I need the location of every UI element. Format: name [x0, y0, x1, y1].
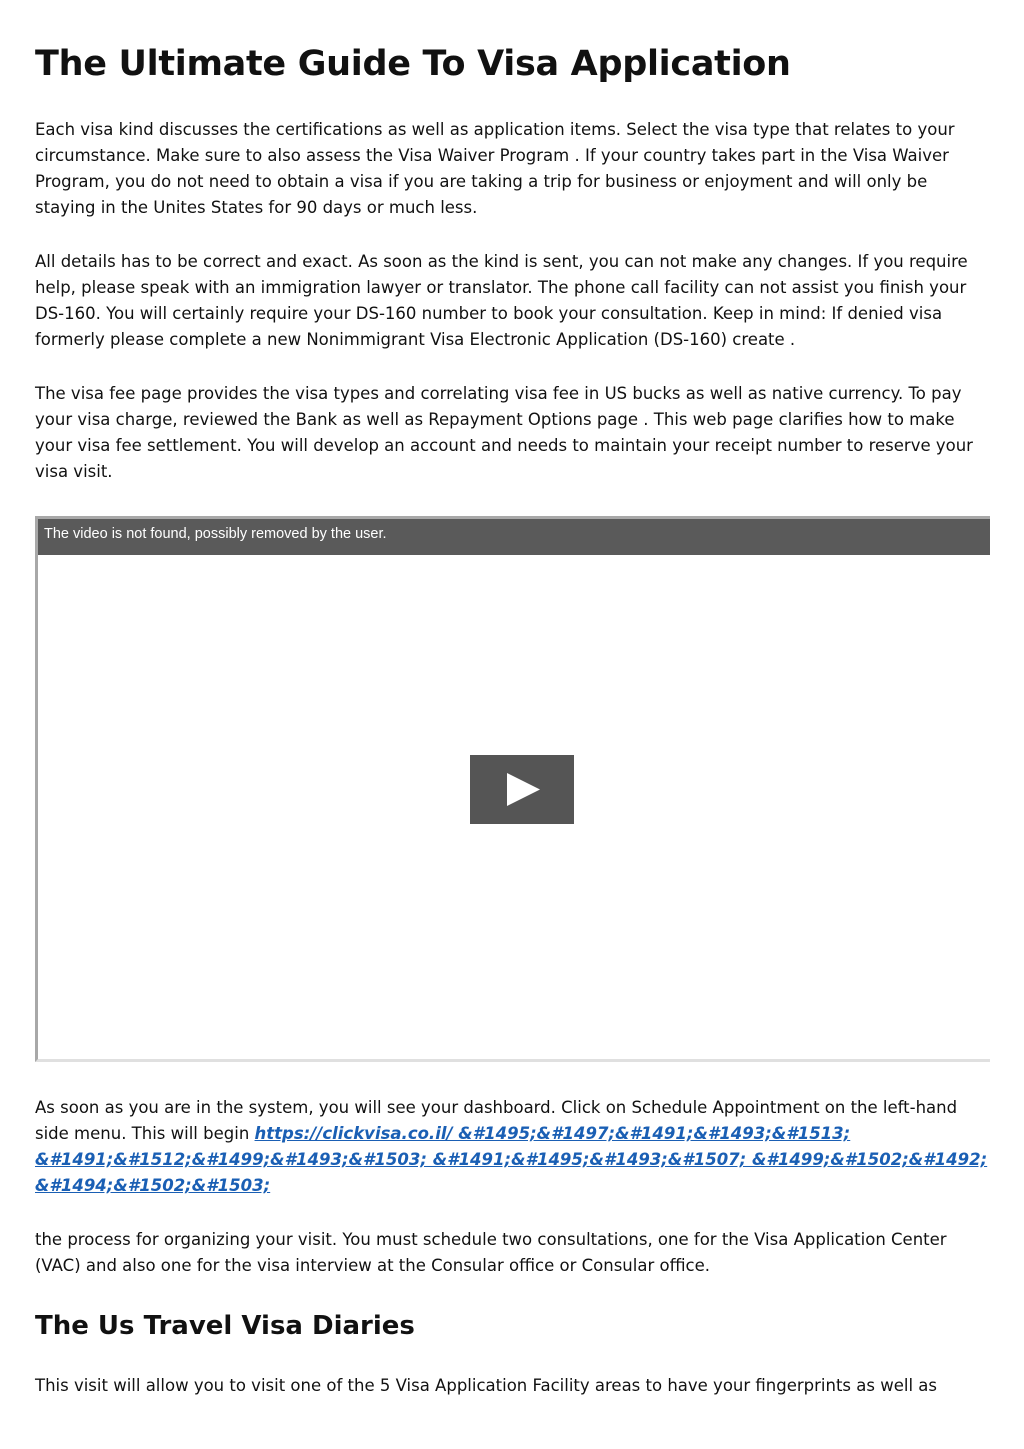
paragraph-visa-fee: The visa fee page provides the visa types and correlating visa fee in US bucks as well as native currency. To pay your visa charge, reviewed the Bank as well as Repayment Options page . This web page clarifies how to make your visa fee settlement. You will develop an account and needs to maintain your receipt number to reserve your visa visit. [35, 384, 973, 481]
paragraph-process: the process for organizing your visit. You must schedule two consultations, one for the Visa Application Center (VAC) and also one for the visa interview at the Consular office or Consular office. [35, 1230, 947, 1275]
paragraph-visa-kinds: Each visa kind discusses the certifications as well as application items. Select the visa type that relates to your circumstance. Make sure to also assess the Visa Waiver Program . If your country takes part in the Visa Waiver Program, you do not need to obtain a visa if you are taking a trip for business or enjoyment and will only be staying in the Unites States for 90 days or much less. [35, 120, 955, 217]
page-title: The Ultimate Guide To Visa Application [35, 44, 791, 84]
video-error-message: The video is not found, possibly removed by the user. [38, 519, 990, 555]
paragraph-visit: This visit will allow you to visit one of the 5 Visa Application Facility areas to have your fingerprints as well as [35, 1376, 937, 1395]
section-heading: The Us Travel Visa Diaries [35, 1311, 415, 1341]
paragraph-details: All details has to be correct and exact. As soon as the kind is sent, you can not make any changes. If you require help, please speak with an immigration lawyer or translator. The phone call facility can not assist you finish your DS-160. You will certainly require your DS-160 number to book your consultation. Keep in mind: If denied visa formerly please complete a new Nonimmigrant Visa Electronic Application (DS-160) create . [35, 252, 968, 349]
play-icon [470, 755, 574, 824]
clickvisa-link[interactable]: https://clickvisa.co.il/ &#1495;&#1497;&#1491;&#1493;&#1513; &#1491;&#1512;&#1499;&#1493;&#1503; &#1491;&#1495;&#1493;&#1507; &#1499;&#1502;&#1492; &#1494;&#1502;&#1503; [35, 1124, 988, 1195]
video-embed[interactable] [35, 516, 990, 1062]
paragraph-dashboard [35, 1095, 990, 1199]
paragraph-dashboard-text: As soon as you are in the system, you will see your dashboard. Click on Schedule Appointment on the left-hand side menu. This will begin [35, 1098, 958, 1143]
play-button[interactable] [470, 755, 574, 824]
document-page [35, 0, 990, 1399]
